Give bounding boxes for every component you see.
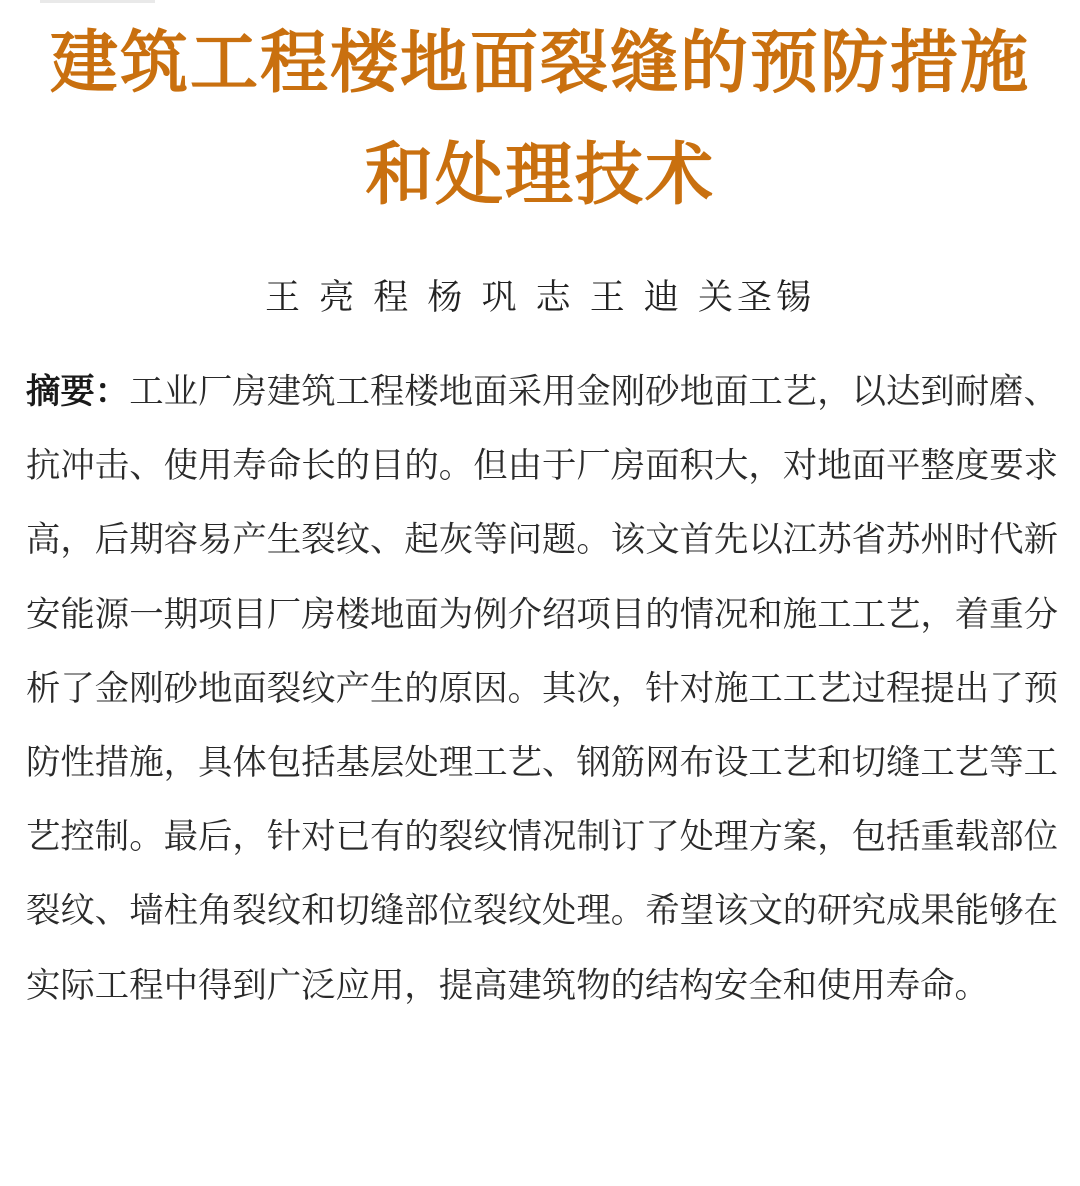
author-list: 王 亮 程 杨 巩 志 王 迪 关圣锡 [264, 278, 815, 318]
abstract-label: 摘要： [26, 372, 130, 412]
abstract [26, 355, 1058, 1023]
abstract-text: 工业厂房建筑工程楼地面采用金刚砂地面工艺，以达到耐磨、抗冲击、使用寿命长的目的。但由于厂房面积大，对地面平整度要求高，后期容易产生裂纹、起灰等问题。该文首先以江苏省苏州时代新安能源一期项目厂房楼地面为例介绍项目的情况和施工工艺，着重分析了金刚砂地面裂纹产生的原因。其次，针对施工工艺过程提出了预防性措施，具体包括基层处理工艺、钢筋网布设工艺和切缝工艺等工艺控制。最后，针对已有的裂纹情况制订了处理方案，包括重载部位裂纹、墙柱角裂纹和切缝部位裂纹处理。希望该文的研究成果能够在实际工程中得到广泛应用，提高建筑物的结构安全和使用寿命。 [26, 372, 1058, 1006]
article-title: 建筑工程楼地面裂缝的预防措施和处理技术 [49, 24, 1030, 215]
